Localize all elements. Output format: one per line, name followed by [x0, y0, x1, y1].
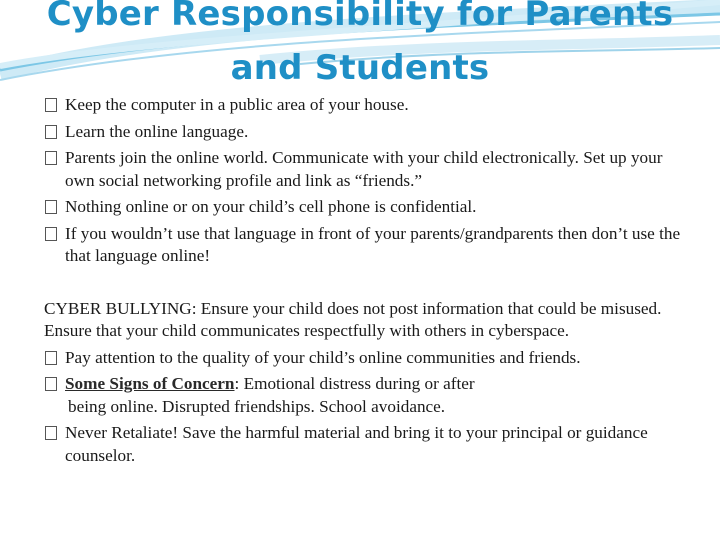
slide-title — [0, 0, 720, 86]
bullet-box-icon — [45, 377, 57, 391]
slide-body — [44, 94, 694, 471]
bullet-box-icon — [45, 200, 57, 214]
list-item: Nothing online or on your child’s cell phone is confidential. — [44, 196, 694, 219]
title-line-2: and Students — [230, 48, 490, 88]
bullet-box-icon — [45, 125, 57, 139]
list-item: Parents join the online world. Communicate with your child electronically. Set up your own social networking profile and link as “friends.” — [44, 147, 694, 192]
list-item-signs-of-concern: Some Signs of Concern: Emotional distress during or after being online. Disrupted friendships. School avoidance. — [44, 373, 694, 418]
bullet-box-icon — [45, 151, 57, 165]
bullet-box-icon — [45, 351, 57, 365]
list-item: Never Retaliate! Save the harmful material and bring it to your principal or guidance counselor. — [44, 422, 694, 467]
bullet-box-icon — [45, 227, 57, 241]
bullet-box-icon — [45, 426, 57, 440]
bullet-box-icon — [45, 98, 57, 112]
signs-of-concern-label: Some Signs of Concern — [65, 374, 235, 393]
cyberbullying-paragraph: CYBER BULLYING: Ensure your child does not post information that could be misused. Ensure that your child communicates respectfully with others in cyberspace. — [44, 298, 662, 340]
list-item: If you wouldn’t use that language in front of your parents/grandparents then don’t use the that language online! — [44, 223, 694, 268]
list-item: Pay attention to the quality of your child’s online communities and friends. — [44, 347, 694, 370]
list-item: Keep the computer in a public area of your house. — [44, 94, 694, 117]
list-item: Learn the online language. — [44, 121, 694, 144]
title-line-1: Cyber Responsibility for Parents — [46, 0, 674, 34]
section-spacer — [44, 272, 694, 298]
